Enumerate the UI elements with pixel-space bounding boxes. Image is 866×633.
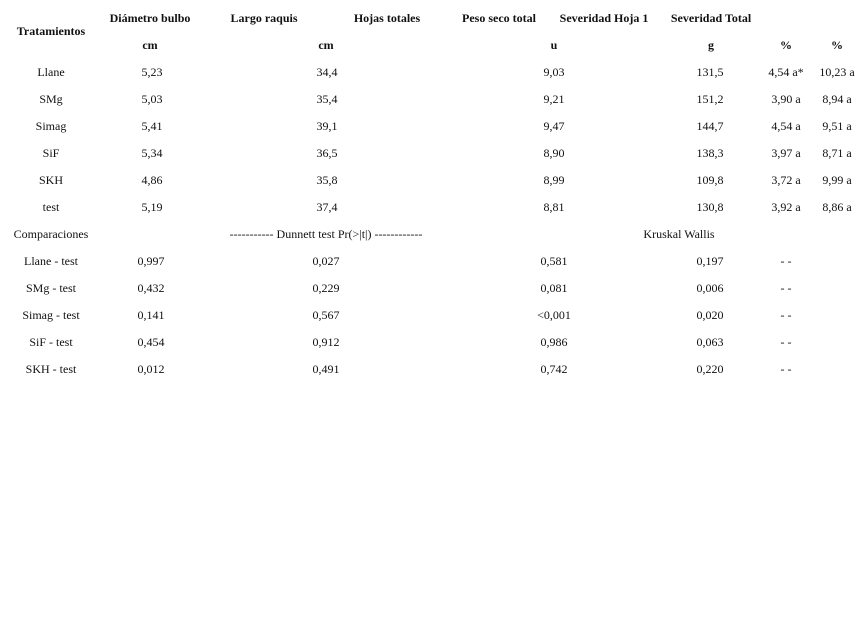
unit-peso: g: [708, 38, 714, 52]
comparison-name: Llane - test: [24, 254, 78, 268]
cell-hojas: 0,742: [540, 362, 568, 376]
header-hojas-totales: Hojas totales: [353, 11, 421, 25]
cell-largo: 0,027: [312, 254, 340, 268]
cell-sev1: - -: [780, 308, 792, 322]
cell-sev1: - -: [780, 362, 792, 376]
cell-peso: 151,2: [696, 92, 724, 106]
treatment-name: test: [42, 200, 60, 214]
comparaciones-label: Comparaciones: [13, 227, 89, 241]
cell-sev1: 3,97 a: [771, 146, 801, 160]
cell-hojas: 0,081: [540, 281, 568, 295]
cell-sevt: 8,94 a: [822, 92, 852, 106]
cell-largo: 0,912: [312, 335, 340, 349]
cell-diametro: 0,012: [137, 362, 165, 376]
cell-sev1: 4,54 a*: [768, 65, 804, 79]
cell-diametro: 5,19: [141, 200, 163, 214]
cell-largo: 0,567: [312, 308, 340, 322]
cell-sevt: 10,23 a: [819, 65, 855, 79]
cell-diametro: 5,03: [141, 92, 163, 106]
header-tratamientos: Tratamientos: [16, 24, 86, 38]
cell-peso: 0,006: [696, 281, 724, 295]
cell-sevt: 9,51 a: [822, 119, 852, 133]
comparison-name: SMg - test: [25, 281, 77, 295]
cell-diametro: 0,141: [137, 308, 165, 322]
cell-hojas: 8,81: [543, 200, 565, 214]
cell-largo: 39,1: [316, 119, 338, 133]
cell-hojas: 8,90: [543, 146, 565, 160]
cell-peso: 144,7: [696, 119, 724, 133]
dunnett-test-label: ----------- Dunnett test Pr(>|t|) ------------: [229, 227, 423, 241]
cell-diametro: 5,23: [141, 65, 163, 79]
cell-peso: 0,020: [696, 308, 724, 322]
unit-diametro: cm: [142, 38, 158, 52]
treatment-name: Llane: [37, 65, 65, 79]
cell-sevt: 8,86 a: [822, 200, 852, 214]
header-largo-raquis: Largo raquis: [230, 11, 298, 25]
cell-peso: 0,220: [696, 362, 724, 376]
cell-largo: 34,4: [316, 65, 338, 79]
cell-hojas: 0,986: [540, 335, 568, 349]
cell-diametro: 4,86: [141, 173, 163, 187]
cell-sev1: 4,54 a: [771, 119, 801, 133]
cell-hojas: 9,21: [543, 92, 565, 106]
cell-largo: 35,4: [316, 92, 338, 106]
header-diametro-bulbo: Diámetro bulbo: [109, 11, 191, 25]
cell-diametro: 0,997: [137, 254, 165, 268]
cell-peso: 131,5: [696, 65, 724, 79]
cell-largo: 35,8: [316, 173, 338, 187]
kruskal-wallis-label: Kruskal Wallis: [643, 227, 715, 241]
unit-hojas: u: [550, 38, 558, 52]
cell-hojas: 0,581: [540, 254, 568, 268]
header-severidad-hoja-1: Severidad Hoja 1: [559, 11, 649, 25]
cell-diametro: 5,34: [141, 146, 163, 160]
header-severidad-total: Severidad Total: [670, 11, 752, 25]
comparison-name: SiF - test: [29, 335, 73, 349]
cell-diametro: 0,432: [137, 281, 165, 295]
comparison-name: Simag - test: [22, 308, 80, 322]
cell-sev1: - -: [780, 281, 792, 295]
header-peso-seco-total: Peso seco total: [462, 11, 536, 25]
comparison-name: SKH - test: [25, 362, 77, 376]
cell-largo: 0,491: [312, 362, 340, 376]
unit-sevt: %: [831, 38, 843, 52]
treatment-name: SMg: [39, 92, 63, 106]
cell-sev1: 3,72 a: [771, 173, 801, 187]
cell-hojas: 8,99: [543, 173, 565, 187]
cell-hojas: 9,03: [543, 65, 565, 79]
cell-hojas: 9,47: [543, 119, 565, 133]
cell-peso: 130,8: [696, 200, 724, 214]
unit-sev1: %: [780, 38, 792, 52]
cell-peso: 138,3: [696, 146, 724, 160]
cell-sev1: - -: [780, 335, 792, 349]
treatment-name: Simag: [35, 119, 67, 133]
cell-peso: 0,063: [696, 335, 724, 349]
cell-largo: 0,229: [312, 281, 340, 295]
cell-peso: 109,8: [696, 173, 724, 187]
cell-sevt: 8,71 a: [822, 146, 852, 160]
unit-largo: cm: [318, 38, 334, 52]
cell-largo: 36,5: [316, 146, 338, 160]
cell-sev1: 3,92 a: [771, 200, 801, 214]
cell-sev1: 3,90 a: [771, 92, 801, 106]
cell-hojas: <0,001: [537, 308, 571, 322]
cell-diametro: 5,41: [141, 119, 163, 133]
treatment-name: SKH: [38, 173, 64, 187]
treatment-name: SiF: [42, 146, 60, 160]
cell-peso: 0,197: [696, 254, 724, 268]
cell-sevt: 9,99 a: [822, 173, 852, 187]
cell-largo: 37,4: [316, 200, 338, 214]
cell-diametro: 0,454: [137, 335, 165, 349]
cell-sev1: - -: [780, 254, 792, 268]
